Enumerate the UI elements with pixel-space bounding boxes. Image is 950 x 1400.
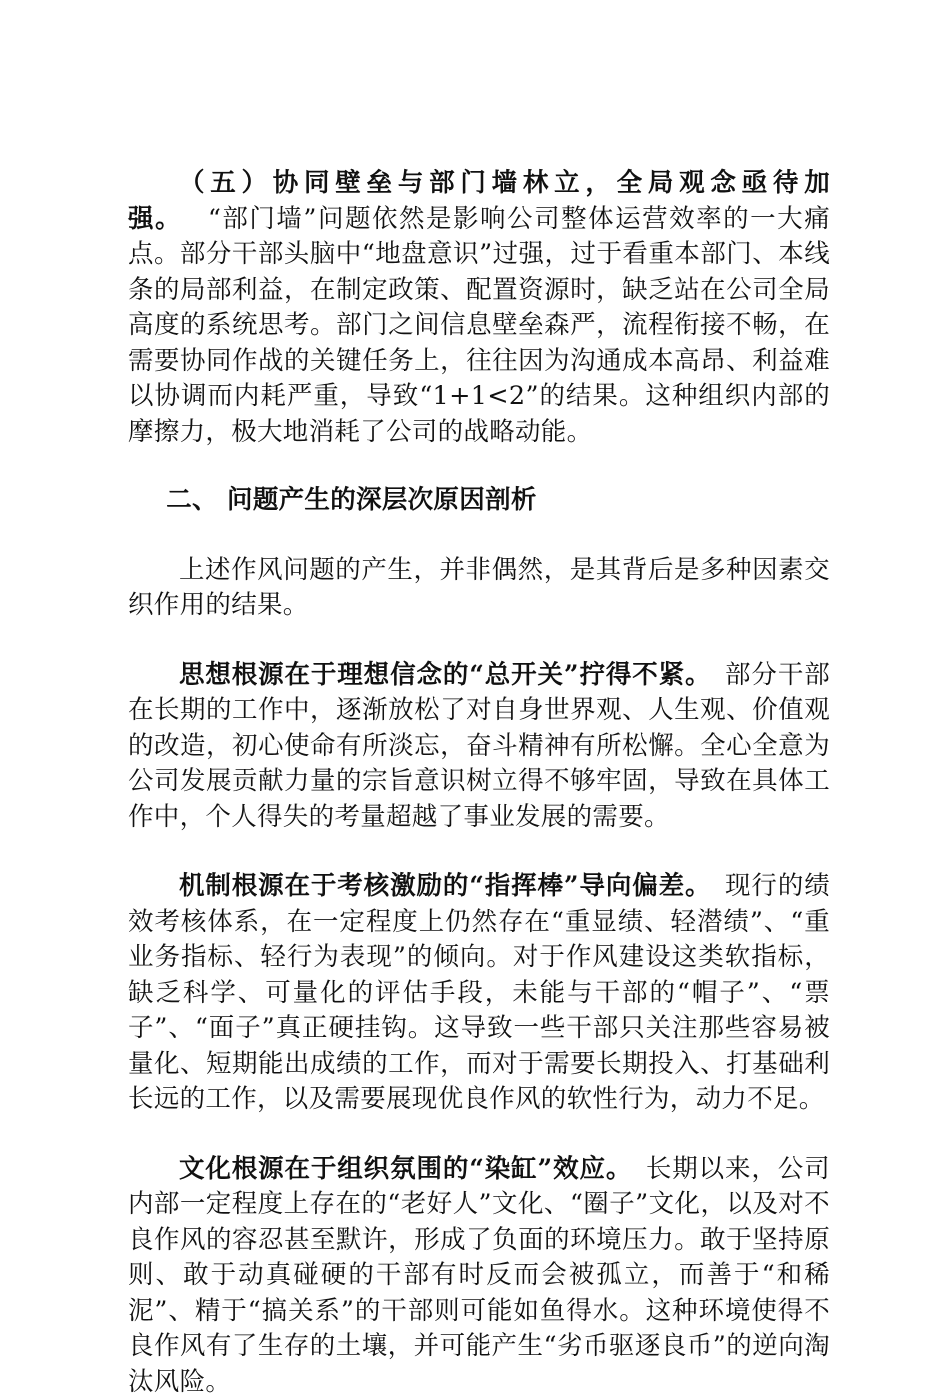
paragraph-body: 现行的绩效考核体系，在一定程度上仍然存在“重显绩、轻潜绩”、“重业务指标、轻行为表现”的倾向。对于作风建设这类软指标，缺乏科学、可量化的评估手段，未能与干部的“帽子”、“票子”、“面子”真正硬挂钩。这导致一些干部只关注那些容易被量化、短期能出成绩的工作，而对于需要长期投入、打基础利长远的工作，以及需要展现优良作风的软性行为，动力不足。 <box>128 871 830 1114</box>
paragraph-intro: 上述作风问题的产生，并非偶然，是其背后是多种因素交织作用的结果。 <box>128 553 830 624</box>
paragraph-mechanism-root <box>128 869 830 1118</box>
paragraph-culture-root <box>128 1152 830 1400</box>
paragraph-lead: （五）协同壁垒与部门墙林立，全局观念亟待加强。 <box>128 168 830 234</box>
paragraph-body: “部门墙”问题依然是影响公司整体运营效率的一大痛点。部分干部头脑中“地盘意识”过强，过于看重本部门、本线条的局部利益，在制定政策、配置资源时，缺乏站在公司全局高度的系统思考。部门之间信息壁垒森严，流程衔接不畅，在需要协同作战的关键任务上，往往因为沟通成本高昂、利益难以协调而内耗严重，导致“1+1<2”的结果。这种组织内部的摩擦力，极大地消耗了公司的战略动能。 <box>128 204 830 447</box>
paragraph-lead: 文化根源在于组织氛围的“染缸”效应。 <box>179 1154 632 1184</box>
paragraph-lead: 思想根源在于理想信念的“总开关”拧得不紧。 <box>179 660 711 690</box>
paragraph-body: 长期以来，公司内部一定程度上存在的“老好人”文化、“圈子”文化，以及对不良作风的容忍甚至默许，形成了负面的环境压力。敢于坚持原则、敢于动真碰硬的干部有时反而会被孤立，而善于“和稀泥”、精于“搞关系”的干部则可能如鱼得水。这种环境使得不良作风有了生存的土壤，并可能产生“劣币驱逐良币”的逆向淘汰风险。 <box>128 1154 830 1397</box>
section-heading: 二、 问题产生的深层次原因剖析 <box>128 483 830 519</box>
paragraph-lead: 机制根源在于考核激励的“指挥棒”导向偏差。 <box>179 871 711 901</box>
paragraph-ideological-root <box>128 658 830 836</box>
document-page <box>128 166 830 1400</box>
paragraph-collaboration-barriers <box>128 166 830 450</box>
paragraph-body: 部分干部在长期的工作中，逐渐放松了对自身世界观、人生观、价值观的改造，初心使命有所淡忘，奋斗精神有所松懈。全心全意为公司发展贡献力量的宗旨意识树立得不够牢固，导致在具体工作中，个人得失的考量超越了事业发展的需要。 <box>128 660 830 832</box>
